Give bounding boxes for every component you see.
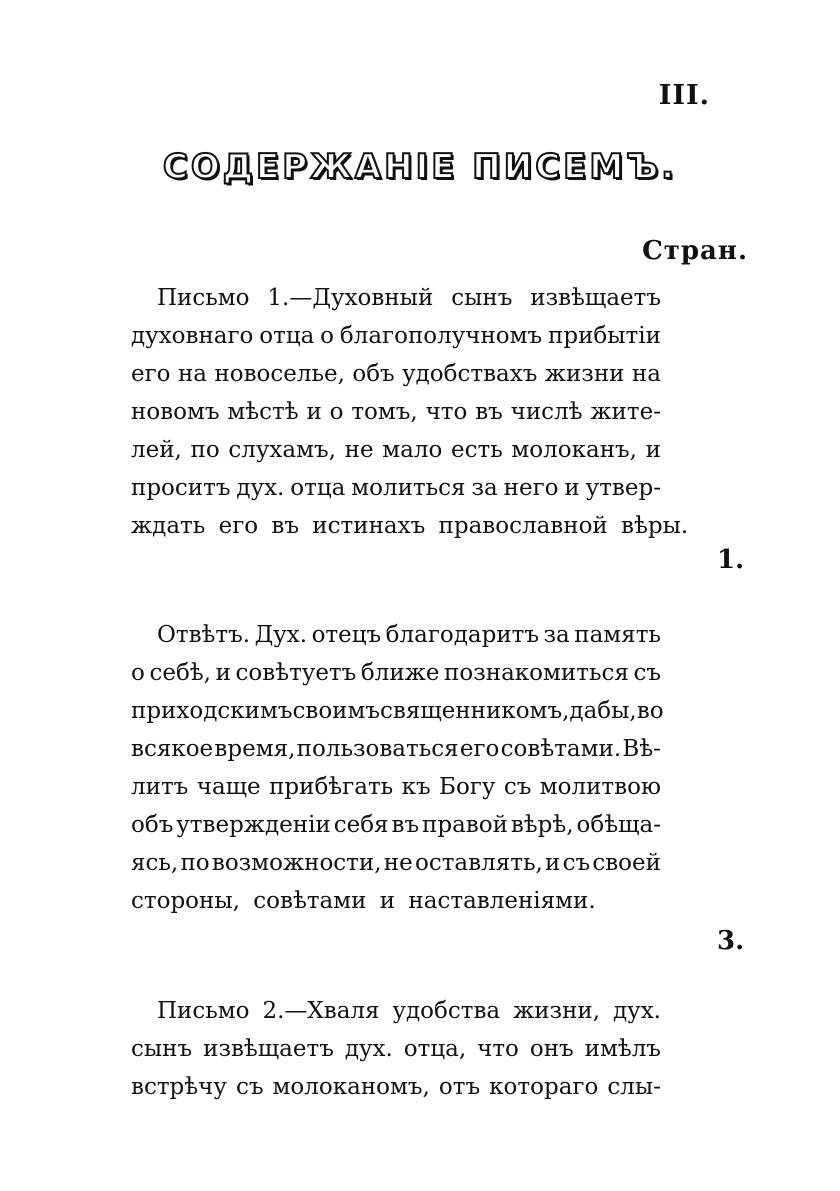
entry-line: литъ чаще прибѣгать къ Богу съ молитвою xyxy=(131,774,661,800)
entry-line: приходскимъ своимъ священникомъ, дабы, во xyxy=(131,698,664,724)
entry-line: встрѣчу съ молоканомъ, отъ котораго слы- xyxy=(131,1074,661,1100)
entry-line: лей, по слухамъ, не мало есть молоканъ, и xyxy=(131,437,661,463)
letter-entry xyxy=(131,996,661,1110)
entry-line: о себѣ, и совѣтуетъ ближе познакомиться съ xyxy=(131,660,661,686)
page-column-header: Стран. xyxy=(642,236,748,266)
entry-line: объ утвержденіи себя въ правой вѣрѣ, обѣща- xyxy=(131,812,661,838)
entry-line: ждать его въ истинахъ православной вѣры. xyxy=(131,513,689,539)
entry-line: Отвѣтъ. Дух. отецъ благодаритъ за память xyxy=(157,622,661,648)
entry-line: сынъ извѣщаетъ дух. отца, что онъ имѣлъ xyxy=(131,1036,661,1062)
entry-line: его на новоселье, объ удобствахъ жизни на xyxy=(131,361,661,387)
entry-line: ясь, по возможности, не оставлять, и съ своей xyxy=(131,850,661,876)
entry-line: проситъ дух. отца молиться за него и утвер- xyxy=(131,475,661,501)
entry-page-reference: 3. xyxy=(717,926,745,956)
letter-entry xyxy=(131,620,664,924)
entry-line: духовнаго отца о благополучномъ прибытіи xyxy=(131,323,661,349)
entry-page-reference: 1. xyxy=(717,545,745,575)
entry-line: Письмо 1.—Духовный сынъ извѣщаетъ xyxy=(157,285,661,311)
entry-line: стороны, совѣтами и наставленіями. xyxy=(131,888,596,914)
letter-entry xyxy=(131,283,689,549)
entry-line: всякое время, пользоваться его совѣтами. Вѣ- xyxy=(131,736,661,762)
entry-line: новомъ мѣстѣ и о томъ, что въ числѣ жите- xyxy=(131,399,661,425)
page-title: СОДЕРЖАНІЕ ПИСЕМЪ. xyxy=(162,147,678,187)
page-number: III. xyxy=(658,80,710,111)
entry-line: Письмо 2.—Хваля удобства жизни, дух. xyxy=(157,998,661,1024)
